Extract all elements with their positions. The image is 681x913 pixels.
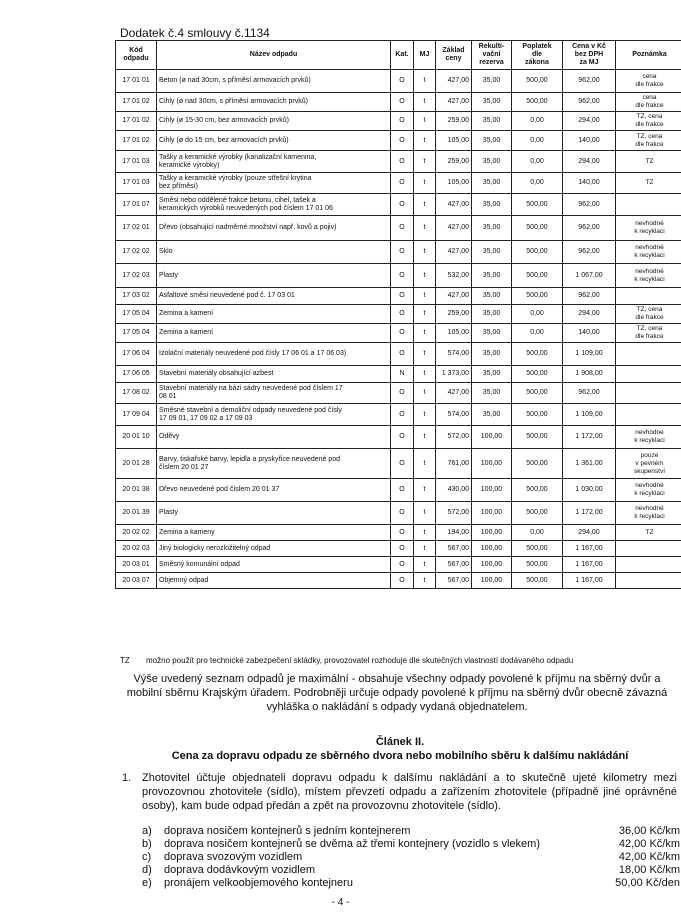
base-price: 761,00 bbox=[436, 449, 472, 479]
waste-name: Oděvy bbox=[157, 426, 391, 449]
waste-unit: t bbox=[414, 93, 436, 112]
price-per-unit: 1 167,00 bbox=[563, 541, 616, 557]
reclamation-reserve: 35,00 bbox=[472, 93, 512, 112]
waste-unit: t bbox=[414, 305, 436, 324]
waste-list-paragraph: Výše uvedený seznam odpadů je maximální - obsahuje všechny odpady povolené k příjmu na sběrný dvůr a mobilní sběrnu Krajským úřadem. Podrobněji určuje odpady povolené k příjmu na sběrný dvůr obecně závazná vyhláška o nakládání s odpady vydaná objednatelem. bbox=[126, 673, 668, 713]
base-price: 427,00 bbox=[436, 194, 472, 216]
list-item-text: pronájem velkoobjemového kontejneru bbox=[164, 877, 353, 889]
table-row bbox=[116, 151, 681, 173]
waste-name: Sklo bbox=[157, 241, 391, 264]
statutory-fee: 500,00 bbox=[512, 449, 563, 479]
table-row bbox=[116, 216, 681, 241]
waste-note bbox=[616, 383, 681, 404]
reclamation-reserve: 35,00 bbox=[472, 216, 512, 241]
waste-unit: t bbox=[414, 366, 436, 383]
price-per-unit: 294,00 bbox=[563, 525, 616, 541]
waste-unit: t bbox=[414, 264, 436, 288]
header-reclamation-reserve: Rekulti- vační rezerva bbox=[472, 41, 512, 70]
reclamation-reserve: 35,00 bbox=[472, 383, 512, 404]
price-per-unit: 1 167,00 bbox=[563, 573, 616, 589]
waste-name: Barvy, tiskařské barvy, lepidla a pryskyřice neuvedené pod číslem 20 01 27 bbox=[157, 449, 391, 479]
waste-note: TZ, cena dle frakce bbox=[616, 324, 681, 343]
statutory-fee: 500,00 bbox=[512, 366, 563, 383]
waste-name: Cihly (ø 15-30 cm, bez armovacích prvků) bbox=[157, 112, 391, 131]
price-per-unit: 962,00 bbox=[563, 70, 616, 93]
waste-note: nevhodné k recyklaci bbox=[616, 264, 681, 288]
waste-category: O bbox=[391, 525, 414, 541]
base-price: 427,00 bbox=[436, 70, 472, 93]
waste-code: 17 06 05 bbox=[116, 366, 157, 383]
waste-name: Směsný komunální odpad bbox=[157, 557, 391, 573]
price-per-unit: 962,00 bbox=[563, 241, 616, 264]
article-subheading: Cena za dopravu odpadu ze sběrného dvora nebo mobilního sběru k dalšímu nakládání bbox=[171, 750, 629, 762]
waste-code: 20 03 07 bbox=[116, 573, 157, 589]
waste-code: 17 05 04 bbox=[116, 305, 157, 324]
waste-note bbox=[616, 194, 681, 216]
list-item-price: 36,00 Kč/km bbox=[618, 825, 680, 837]
price-per-unit: 962,00 bbox=[563, 216, 616, 241]
price-per-unit: 294,00 bbox=[563, 112, 616, 131]
waste-code: 17 01 02 bbox=[116, 131, 157, 151]
reclamation-reserve: 35,00 bbox=[472, 288, 512, 305]
table-row bbox=[116, 573, 681, 589]
table-row bbox=[116, 264, 681, 288]
statutory-fee: 500,00 bbox=[512, 541, 563, 557]
statutory-fee: 0,00 bbox=[512, 525, 563, 541]
price-per-unit: 1 908,00 bbox=[563, 366, 616, 383]
waste-category: O bbox=[391, 479, 414, 502]
table-body bbox=[116, 70, 681, 589]
table-row bbox=[116, 383, 681, 404]
price-per-unit: 962,00 bbox=[563, 93, 616, 112]
reclamation-reserve: 35,00 bbox=[472, 112, 512, 131]
waste-unit: t bbox=[414, 404, 436, 426]
base-price: 430,00 bbox=[436, 479, 472, 502]
table-row bbox=[116, 241, 681, 264]
statutory-fee: 0,00 bbox=[512, 305, 563, 324]
table-row bbox=[116, 426, 681, 449]
waste-category: N bbox=[391, 366, 414, 383]
table-row bbox=[116, 173, 681, 194]
waste-code: 17 02 01 bbox=[116, 216, 157, 241]
header-statutory-fee: Poplatek dle zákona bbox=[512, 41, 563, 70]
reclamation-reserve: 35,00 bbox=[472, 404, 512, 426]
list-item-label: b) bbox=[142, 838, 152, 850]
price-per-unit: 1 067,00 bbox=[563, 264, 616, 288]
waste-name: Plasty bbox=[157, 502, 391, 525]
statutory-fee: 0,00 bbox=[512, 324, 563, 343]
waste-category: O bbox=[391, 324, 414, 343]
waste-category: O bbox=[391, 557, 414, 573]
base-price: 259,00 bbox=[436, 151, 472, 173]
waste-code: 20 01 10 bbox=[116, 426, 157, 449]
list-item bbox=[142, 877, 680, 890]
table-row bbox=[116, 541, 681, 557]
reclamation-reserve: 100,00 bbox=[472, 541, 512, 557]
waste-code: 17 06 04 bbox=[116, 343, 157, 366]
price-per-unit: 1 030,00 bbox=[563, 479, 616, 502]
list-item-price: 42,00 Kč/km bbox=[618, 838, 680, 850]
list-item bbox=[142, 864, 680, 877]
base-price: 105,00 bbox=[436, 131, 472, 151]
waste-note: cena dle frakce bbox=[616, 70, 681, 93]
header-unit: MJ bbox=[414, 41, 436, 70]
waste-name: Dřevo neuvedené pod číslem 20 01 37 bbox=[157, 479, 391, 502]
waste-note: TZ, cena dle frakce bbox=[616, 131, 681, 151]
table-row bbox=[116, 366, 681, 383]
waste-code: 20 02 02 bbox=[116, 525, 157, 541]
price-per-unit: 140,00 bbox=[563, 131, 616, 151]
price-per-unit: 294,00 bbox=[563, 151, 616, 173]
reclamation-reserve: 35,00 bbox=[472, 305, 512, 324]
waste-unit: t bbox=[414, 324, 436, 343]
article-heading: Článek II. bbox=[375, 736, 425, 748]
waste-code: 20 01 39 bbox=[116, 502, 157, 525]
reclamation-reserve: 35,00 bbox=[472, 151, 512, 173]
waste-note: nevhodné k recyklaci bbox=[616, 241, 681, 264]
reclamation-reserve: 35,00 bbox=[472, 324, 512, 343]
waste-category: O bbox=[391, 70, 414, 93]
waste-category: O bbox=[391, 426, 414, 449]
base-price: 574,00 bbox=[436, 404, 472, 426]
table-row bbox=[116, 404, 681, 426]
table-row bbox=[116, 93, 681, 112]
statutory-fee: 500,00 bbox=[512, 573, 563, 589]
waste-note: TZ, cena dle frakce bbox=[616, 305, 681, 324]
reclamation-reserve: 35,00 bbox=[472, 241, 512, 264]
list-item-label: e) bbox=[142, 877, 152, 889]
footnote bbox=[120, 656, 573, 665]
list-item-text: doprava nosičem kontejnerů s jedním kontejnerem bbox=[164, 825, 411, 837]
waste-unit: t bbox=[414, 194, 436, 216]
waste-name: Cihly (ø nad 30cm, s příměsí armovacích prvků) bbox=[157, 93, 391, 112]
waste-category: O bbox=[391, 131, 414, 151]
reclamation-reserve: 100,00 bbox=[472, 479, 512, 502]
base-price: 567,00 bbox=[436, 541, 472, 557]
waste-note bbox=[616, 366, 681, 383]
price-per-unit: 962,00 bbox=[563, 194, 616, 216]
clause-number: 1. bbox=[122, 772, 132, 784]
waste-note bbox=[616, 557, 681, 573]
base-price: 1 373,00 bbox=[436, 366, 472, 383]
statutory-fee: 0,00 bbox=[512, 112, 563, 131]
reclamation-reserve: 35,00 bbox=[472, 70, 512, 93]
header-note: Poznámka bbox=[616, 41, 681, 70]
article-heading-block bbox=[120, 735, 680, 763]
waste-note bbox=[616, 343, 681, 366]
waste-category: O bbox=[391, 151, 414, 173]
price-per-unit: 140,00 bbox=[563, 324, 616, 343]
waste-name: Plasty bbox=[157, 264, 391, 288]
header-price: Cena v Kč bez DPH za MJ bbox=[563, 41, 616, 70]
statutory-fee: 500,00 bbox=[512, 216, 563, 241]
waste-category: O bbox=[391, 288, 414, 305]
base-price: 532,00 bbox=[436, 264, 472, 288]
table-row bbox=[116, 343, 681, 366]
list-item-text: doprava svozovým vozidlem bbox=[164, 851, 303, 863]
waste-name: Stavební materiály obsahující azbest bbox=[157, 366, 391, 383]
table-row bbox=[116, 288, 681, 305]
waste-note: cena dle frakce bbox=[616, 93, 681, 112]
waste-category: O bbox=[391, 573, 414, 589]
table-row bbox=[116, 525, 681, 541]
waste-note: TZ bbox=[616, 151, 681, 173]
reclamation-reserve: 100,00 bbox=[472, 525, 512, 541]
price-per-unit: 1 109,00 bbox=[563, 404, 616, 426]
table-row bbox=[116, 449, 681, 479]
waste-category: O bbox=[391, 449, 414, 479]
statutory-fee: 0,00 bbox=[512, 151, 563, 173]
waste-unit: t bbox=[414, 131, 436, 151]
reclamation-reserve: 35,00 bbox=[472, 343, 512, 366]
statutory-fee: 500,00 bbox=[512, 70, 563, 93]
price-per-unit: 294,00 bbox=[563, 305, 616, 324]
waste-code: 17 01 01 bbox=[116, 70, 157, 93]
base-price: 567,00 bbox=[436, 557, 472, 573]
reclamation-reserve: 100,00 bbox=[472, 502, 512, 525]
statutory-fee: 0,00 bbox=[512, 131, 563, 151]
list-item-price: 42,00 Kč/km bbox=[618, 851, 680, 863]
table-row bbox=[116, 324, 681, 343]
waste-note: nevhodné k recyklaci bbox=[616, 216, 681, 241]
waste-note: pouze v pevném skupenství bbox=[616, 449, 681, 479]
table-row bbox=[116, 112, 681, 131]
waste-unit: t bbox=[414, 426, 436, 449]
waste-category: O bbox=[391, 541, 414, 557]
waste-code: 17 02 03 bbox=[116, 264, 157, 288]
table-row bbox=[116, 305, 681, 324]
base-price: 427,00 bbox=[436, 93, 472, 112]
statutory-fee: 500,00 bbox=[512, 383, 563, 404]
waste-name: Směsi nebo oddělené frakce betonu, cihel, tašek a keramických výrobků neuvedených pod číslem 17 01 06 bbox=[157, 194, 391, 216]
table-row bbox=[116, 479, 681, 502]
waste-unit: t bbox=[414, 216, 436, 241]
waste-code: 20 03 01 bbox=[116, 557, 157, 573]
reclamation-reserve: 35,00 bbox=[472, 173, 512, 194]
waste-unit: t bbox=[414, 383, 436, 404]
waste-code: 17 03 02 bbox=[116, 288, 157, 305]
waste-name: Objemný odpad bbox=[157, 573, 391, 589]
waste-price-table bbox=[115, 40, 681, 589]
base-price: 427,00 bbox=[436, 216, 472, 241]
waste-category: O bbox=[391, 404, 414, 426]
waste-category: O bbox=[391, 264, 414, 288]
waste-unit: t bbox=[414, 343, 436, 366]
table-row bbox=[116, 194, 681, 216]
statutory-fee: 500,00 bbox=[512, 404, 563, 426]
statutory-fee: 500,00 bbox=[512, 557, 563, 573]
table-row bbox=[116, 131, 681, 151]
base-price: 105,00 bbox=[436, 324, 472, 343]
waste-unit: t bbox=[414, 70, 436, 93]
price-per-unit: 1 361,00 bbox=[563, 449, 616, 479]
reclamation-reserve: 35,00 bbox=[472, 131, 512, 151]
statutory-fee: 500,00 bbox=[512, 241, 563, 264]
waste-name: Beton (ø nad 30cm, s příměsí armovacích prvků) bbox=[157, 70, 391, 93]
list-item-price: 50,00 Kč/den bbox=[615, 877, 680, 889]
statutory-fee: 500,00 bbox=[512, 194, 563, 216]
price-per-unit: 1 172,00 bbox=[563, 426, 616, 449]
waste-unit: t bbox=[414, 241, 436, 264]
clause-text: Zhotovitel účtuje objednateli dopravu odpadu k dalšímu nakládání a to skutečně ujeté kilometry mezi provozovnou zhotovitele (sídlo), místem převzetí odpadu a zařízením zhotovitele (případně jiné oprávněné osoby), kam bude odpad předán a zpět na provozovnu zhotovitele (sídlo). bbox=[142, 772, 677, 812]
base-price: 567,00 bbox=[436, 573, 472, 589]
waste-unit: t bbox=[414, 541, 436, 557]
list-item bbox=[142, 838, 680, 851]
base-price: 105,00 bbox=[436, 173, 472, 194]
statutory-fee: 500,00 bbox=[512, 502, 563, 525]
waste-unit: t bbox=[414, 449, 436, 479]
waste-category: O bbox=[391, 305, 414, 324]
waste-name: Tašky a keramické výrobky (kanalizační kamenina, keramické výrobky) bbox=[157, 151, 391, 173]
table-row bbox=[116, 502, 681, 525]
list-item bbox=[142, 825, 680, 838]
waste-name: Cihly (ø do 15 cm, bez armovacích prvků) bbox=[157, 131, 391, 151]
waste-category: O bbox=[391, 383, 414, 404]
waste-category: O bbox=[391, 93, 414, 112]
waste-note: TZ bbox=[616, 525, 681, 541]
waste-category: O bbox=[391, 241, 414, 264]
waste-unit: t bbox=[414, 525, 436, 541]
reclamation-reserve: 100,00 bbox=[472, 449, 512, 479]
waste-unit: t bbox=[414, 173, 436, 194]
waste-code: 17 01 02 bbox=[116, 93, 157, 112]
price-per-unit: 1 172,00 bbox=[563, 502, 616, 525]
reclamation-reserve: 100,00 bbox=[472, 573, 512, 589]
waste-name: Zemina a kamení bbox=[157, 305, 391, 324]
statutory-fee: 500,00 bbox=[512, 479, 563, 502]
waste-note: TZ, cena dle frakce bbox=[616, 112, 681, 131]
statutory-fee: 500,00 bbox=[512, 426, 563, 449]
base-price: 574,00 bbox=[436, 343, 472, 366]
waste-note bbox=[616, 404, 681, 426]
base-price: 427,00 bbox=[436, 288, 472, 305]
reclamation-reserve: 35,00 bbox=[472, 264, 512, 288]
base-price: 427,00 bbox=[436, 383, 472, 404]
waste-name: Tašky a keramické výrobky (pouze střešní krytina bez příměsí) bbox=[157, 173, 391, 194]
waste-code: 20 02 03 bbox=[116, 541, 157, 557]
header-category: Kat. bbox=[391, 41, 414, 70]
table-header-row bbox=[116, 41, 681, 70]
transport-price-list bbox=[142, 825, 680, 890]
base-price: 572,00 bbox=[436, 502, 472, 525]
statutory-fee: 500,00 bbox=[512, 288, 563, 305]
statutory-fee: 500,00 bbox=[512, 343, 563, 366]
waste-category: O bbox=[391, 343, 414, 366]
waste-code: 20 01 38 bbox=[116, 479, 157, 502]
waste-name: Dřevo (obsahující nadměrné množství např. kovů a pojiv) bbox=[157, 216, 391, 241]
statutory-fee: 500,00 bbox=[512, 264, 563, 288]
waste-unit: t bbox=[414, 112, 436, 131]
document-title: Dodatek č.4 smlouvy č.1134 bbox=[120, 26, 270, 40]
waste-name: Stavební materiály na bázi sádry neuvedené pod číslem 17 08 01 bbox=[157, 383, 391, 404]
waste-name: Asfaltové směsi neuvedené pod č. 17 03 01 bbox=[157, 288, 391, 305]
waste-unit: t bbox=[414, 151, 436, 173]
waste-note bbox=[616, 541, 681, 557]
reclamation-reserve: 100,00 bbox=[472, 557, 512, 573]
base-price: 259,00 bbox=[436, 112, 472, 131]
waste-note: nevhodné k recyklaci bbox=[616, 426, 681, 449]
header-code: Kód odpadu bbox=[116, 41, 157, 70]
reclamation-reserve: 35,00 bbox=[472, 194, 512, 216]
waste-name: Směsné stavební a demoliční odpady neuvedené pod čísly 17 09 01, 17 09 02 a 17 09 03 bbox=[157, 404, 391, 426]
price-per-unit: 1 167,00 bbox=[563, 557, 616, 573]
page-number: - 4 - bbox=[331, 897, 350, 908]
waste-unit: t bbox=[414, 557, 436, 573]
list-item-price: 18,00 Kč/km bbox=[618, 864, 680, 876]
waste-category: O bbox=[391, 216, 414, 241]
waste-name: Jiný biologicky nerozložitelný odpad bbox=[157, 541, 391, 557]
price-per-unit: 962,00 bbox=[563, 288, 616, 305]
price-per-unit: 962,00 bbox=[563, 383, 616, 404]
list-item-text: doprava dodávkovým vozidlem bbox=[164, 864, 316, 876]
waste-category: O bbox=[391, 173, 414, 194]
waste-code: 17 05 04 bbox=[116, 324, 157, 343]
waste-unit: t bbox=[414, 479, 436, 502]
footnote-text: možno použít pro technické zabezpečení skládky, provozovatel rozhoduje dle skutečných vlastností dodávaného odpadu bbox=[146, 656, 574, 665]
waste-unit: t bbox=[414, 502, 436, 525]
base-price: 572,00 bbox=[436, 426, 472, 449]
waste-note: nevhodné k recyklaci bbox=[616, 479, 681, 502]
waste-code: 17 01 03 bbox=[116, 173, 157, 194]
waste-name: Zemina a kamení bbox=[157, 324, 391, 343]
footnote-label: TZ bbox=[120, 656, 130, 665]
list-item-label: a) bbox=[142, 825, 152, 837]
list-item-label: d) bbox=[142, 864, 152, 876]
reclamation-reserve: 100,00 bbox=[472, 426, 512, 449]
waste-category: O bbox=[391, 112, 414, 131]
waste-code: 17 01 02 bbox=[116, 112, 157, 131]
price-per-unit: 140,00 bbox=[563, 173, 616, 194]
waste-code: 17 02 02 bbox=[116, 241, 157, 264]
list-item-label: c) bbox=[142, 851, 152, 863]
table-row bbox=[116, 557, 681, 573]
waste-unit: t bbox=[414, 288, 436, 305]
table-row bbox=[116, 70, 681, 93]
statutory-fee: 500,00 bbox=[512, 93, 563, 112]
waste-note: nevhodné k recyklaci bbox=[616, 502, 681, 525]
waste-code: 20 01 28 bbox=[116, 449, 157, 479]
waste-note: TZ bbox=[616, 173, 681, 194]
waste-code: 17 01 03 bbox=[116, 151, 157, 173]
waste-code: 17 08 02 bbox=[116, 383, 157, 404]
price-per-unit: 1 109,00 bbox=[563, 343, 616, 366]
waste-unit: t bbox=[414, 573, 436, 589]
waste-code: 17 01 07 bbox=[116, 194, 157, 216]
waste-note bbox=[616, 288, 681, 305]
header-name: Název odpadu bbox=[157, 41, 391, 70]
base-price: 427,00 bbox=[436, 241, 472, 264]
reclamation-reserve: 35,00 bbox=[472, 366, 512, 383]
waste-note bbox=[616, 573, 681, 589]
list-item-text: doprava nosičem kontejnerů se dvěma až třemi kontejnery (vozidlo s vlekem) bbox=[164, 838, 540, 850]
base-price: 194,00 bbox=[436, 525, 472, 541]
clause-1 bbox=[122, 771, 677, 813]
base-price: 259,00 bbox=[436, 305, 472, 324]
waste-code: 17 09 04 bbox=[116, 404, 157, 426]
list-item bbox=[142, 851, 680, 864]
waste-name: Izolační materiály neuvedené pod čísly 17 06 01 a 17 06 03) bbox=[157, 343, 391, 366]
waste-category: O bbox=[391, 194, 414, 216]
statutory-fee: 0,00 bbox=[512, 173, 563, 194]
header-base-price: Základ ceny bbox=[436, 41, 472, 70]
waste-name: Zemina a kameny bbox=[157, 525, 391, 541]
waste-category: O bbox=[391, 502, 414, 525]
